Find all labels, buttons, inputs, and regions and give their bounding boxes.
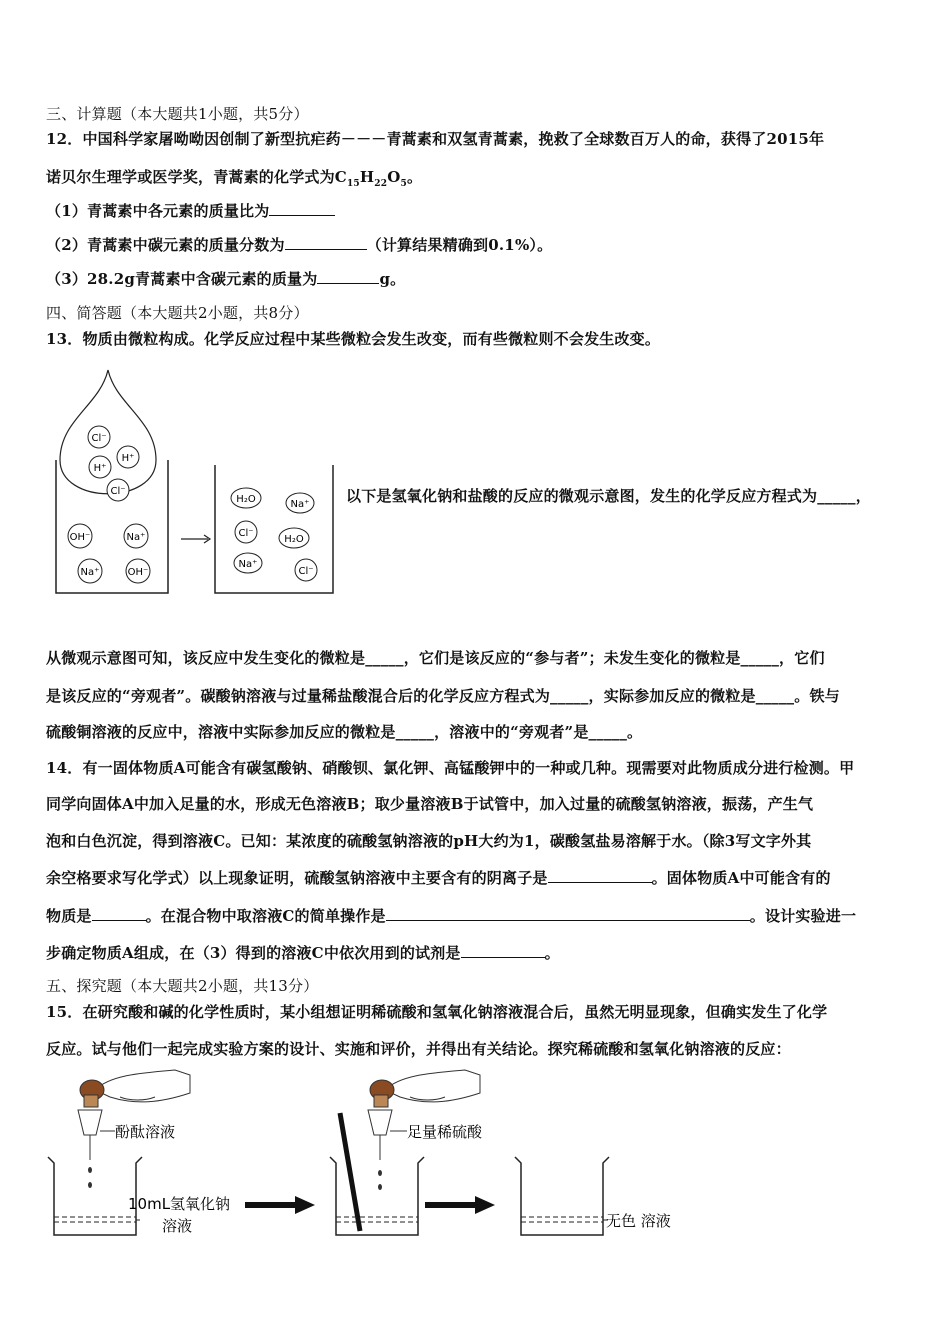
q12-o: O (387, 168, 401, 186)
q13-line4: 硫酸铜溶液的反应中，溶液中实际参加反应的微粒是_____，溶液中的“旁观者”是_____。 (46, 723, 643, 741)
answer-blank[interactable] (461, 943, 545, 958)
answer-blank[interactable] (92, 906, 146, 921)
ion-h (89, 456, 111, 478)
label-phenolphthalein: 酚酞溶液 (115, 1123, 176, 1141)
q13-line2: 从微观示意图可知，该反应中发生变化的微粒是_____，它们是该反应的“参与者”；未发生变化的微粒是_____，它们 (46, 649, 825, 667)
q14-line6-text: 步确定物质A组成，在（3）得到的溶液C中依次用到的试剂是 (46, 944, 461, 962)
section-5-heading: 五、探究题（本大题共2小题，共13分） (46, 977, 319, 995)
q14-line1: 14．有一固体物质A可能含有碳氢酸钠、硝酸钡、氯化钾、高锰酸钾中的一种或几种。现需要对此物质成分进行检测。甲 (46, 759, 855, 777)
svg-text:Na⁺: Na⁺ (238, 559, 258, 570)
ion-cl (88, 426, 110, 448)
svg-text:H₂O: H₂O (284, 534, 304, 545)
molecule-h2o (279, 528, 309, 548)
answer-blank[interactable] (386, 906, 750, 921)
q12-line2 (46, 166, 422, 189)
q13-line1: 13．物质由微粒构成。化学反应过程中某些微粒会发生改变，而有些微粒则不会发生改变。 (46, 330, 661, 348)
svg-text:H⁺: H⁺ (121, 453, 135, 464)
ion-cl (295, 559, 317, 581)
q12-sub-5: 5 (400, 179, 407, 189)
ion-cl (107, 479, 129, 501)
arrow-icon (181, 535, 210, 543)
ion-oh (68, 524, 92, 548)
svg-text:Cl⁻: Cl⁻ (238, 528, 254, 539)
svg-text:OH⁻: OH⁻ (69, 532, 91, 543)
q12-sub-22: 22 (374, 179, 388, 189)
q14-line4-tail: 。固体物质A中可能含有的 (651, 869, 831, 887)
q15-line1: 15．在研究酸和碱的化学性质时，某小组想证明稀硫酸和氢氧化钠溶液混合后，虽然无明显现象，但确实发生了化学 (46, 1003, 828, 1021)
q12-line1: 12．中国科学家屠呦呦因创制了新型抗疟药－－－青蒿素和双氢青蒿素，挽救了全球数百万人的命，获得了2015年 (46, 130, 825, 148)
q12-end: 。 (406, 168, 423, 186)
section-4-heading: 四、简答题（本大题共2小题，共8分） (46, 304, 309, 322)
answer-blank[interactable] (317, 269, 379, 284)
hand-icon (385, 1070, 480, 1102)
q14-line3: 泡和白色沉淀，得到溶液C。已知：某浓度的硫酸氢钠溶液的pH大约为1，碳酸氢盐易溶解于水。（除3写文字外其 (46, 832, 812, 850)
svg-text:H⁺: H⁺ (93, 463, 107, 474)
glass-rod (340, 1113, 360, 1231)
answer-blank[interactable] (548, 868, 652, 883)
q13-diagram-caption: 以下是氢氧化钠和盐酸的反应的微观示意图，发生的化学反应方程式为_____， (346, 487, 871, 505)
arrow-icon (425, 1196, 495, 1214)
answer-blank[interactable] (269, 201, 335, 216)
q14-line5-text: 物质是 (46, 907, 92, 925)
ion-na (124, 524, 148, 548)
drops (378, 1170, 382, 1190)
svg-text:Na⁺: Na⁺ (126, 532, 146, 543)
q15-line2: 反应。试与他们一起完成实验方案的设计、实施和评价，并得出有关结论。探究稀硫酸和氢氧化钠溶液的反应： (46, 1040, 791, 1058)
q14-line4-text: 余空格要求写化学式）以上现象证明，硫酸氢钠溶液中主要含有的阴离子是 (46, 869, 548, 887)
q14-line5-mid: 。在混合物中取溶液C的简单操作是 (145, 907, 386, 925)
q12-part1-text: （1）青蒿素中各元素的质量比为 (46, 202, 270, 220)
q12-h: H (359, 168, 375, 186)
ion-oh (126, 559, 150, 583)
answer-blank[interactable] (285, 235, 367, 250)
q12-part1 (46, 200, 335, 221)
q12-formula-intro: 诺贝尔生理学或医学奖，青蒿素的化学式为C (46, 168, 347, 186)
label-naoh: 10mL氢氧化钠 (128, 1195, 231, 1213)
q14-line5 (46, 905, 856, 926)
q14-line6-tail: 。 (544, 944, 560, 962)
label-colorless-solution: 无色 溶液 (606, 1212, 671, 1230)
hand-icon (95, 1070, 190, 1102)
q13-line3: 是该反应的“旁观者”。碳酸钠溶液与过量稀盐酸混合后的化学反应方程式为_____，实际参加反应的微粒是_____。铁与 (46, 687, 840, 705)
q12-part3 (46, 268, 405, 289)
q14-line6 (46, 942, 560, 963)
experiment-figure (40, 1065, 740, 1250)
dropper-icon (368, 1080, 394, 1160)
q12-part2-note: （计算结果精确到0.1%）。 (366, 236, 553, 254)
molecule-h2o (231, 488, 261, 508)
q12-part2-text: （2）青蒿素中碳元素的质量分数为 (46, 236, 285, 254)
ion-na (286, 493, 314, 513)
svg-text:Cl⁻: Cl⁻ (91, 433, 107, 444)
q12-sub-15: 15 (346, 179, 360, 189)
q12-part2 (46, 234, 552, 255)
ion-na (78, 559, 102, 583)
svg-text:Cl⁻: Cl⁻ (110, 486, 126, 497)
svg-text:Na⁺: Na⁺ (80, 567, 100, 578)
q12-part3-text: （3）28.2g青蒿素中含碳元素的质量为 (46, 270, 318, 288)
drops (88, 1167, 92, 1188)
q12-part3-unit: g。 (379, 270, 406, 288)
q14-line2: 同学向固体A中加入足量的水，形成无色溶液B；取少量溶液B于试管中，加入过量的硫酸氢钠溶液，振荡，产生气 (46, 795, 814, 813)
beaker-3 (515, 1157, 609, 1235)
q14-line5-tail: 。设计实验进一 (749, 907, 857, 925)
svg-text:OH⁻: OH⁻ (127, 567, 149, 578)
label-sulfuric-acid: 足量稀硫酸 (407, 1123, 483, 1141)
svg-text:Na⁺: Na⁺ (290, 499, 310, 510)
svg-text:Cl⁻: Cl⁻ (298, 566, 314, 577)
section-3-heading: 三、计算题（本大题共1小题，共5分） (46, 105, 309, 123)
arrow-icon (245, 1196, 315, 1214)
q14-line4 (46, 867, 831, 888)
ion-cl (235, 521, 257, 543)
neutralization-micro-diagram (48, 365, 348, 600)
svg-text:H₂O: H₂O (236, 494, 256, 505)
label-naoh-solution: 溶液 (162, 1217, 193, 1235)
ion-na (234, 553, 262, 573)
dropper-icon (78, 1080, 104, 1160)
ion-h (117, 446, 139, 468)
beaker-2 (330, 1157, 424, 1235)
